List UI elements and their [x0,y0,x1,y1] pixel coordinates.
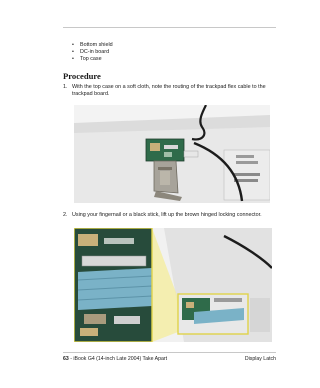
document-title: - iBook G4 (14-inch Late 2004) Take Apart [70,356,168,362]
trackpad-flex-cable-photo [74,105,270,203]
step-number: 2. [63,212,68,218]
bullet-item: • DC-in board [72,49,110,55]
step-2 [63,212,278,220]
locking-connector-photo [74,228,272,342]
page-number: 63 [63,356,69,362]
footer-section: Display Latch [244,356,276,362]
header-rule [63,27,276,28]
step-1 [63,84,278,100]
step-text: Using your fingernail or a black stick, lift up the brown hinged locking connector. [72,212,262,218]
bullet-item: • Top case [72,56,102,62]
footer-left [63,356,167,362]
step-number: 1. [63,84,68,90]
footer-rule [63,352,276,353]
procedure-heading: Procedure [63,71,101,81]
bullet-item: • Bottom shield [72,42,113,48]
step-text: With the top case on a soft cloth, note the routing of the trackpad flex cable to the trackpad board. [72,84,266,97]
